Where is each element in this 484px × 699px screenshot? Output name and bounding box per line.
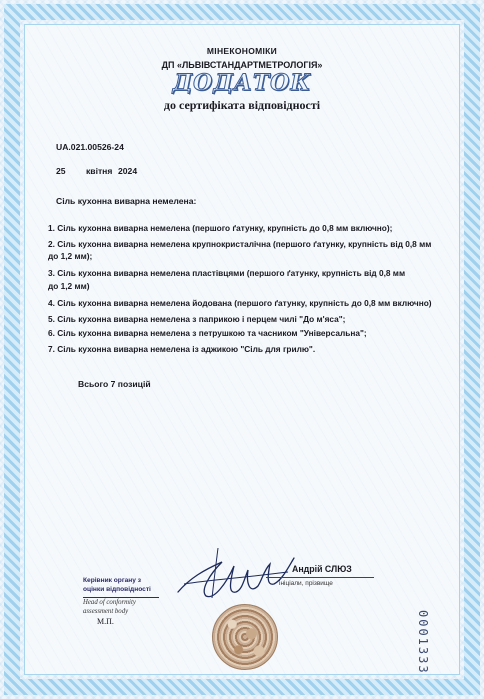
signature-image <box>170 540 300 608</box>
organization-name: ДП «ЛЬВІВСТАНДАРТМЕТРОЛОГІЯ» <box>161 60 323 70</box>
list-item: 4. Сіль кухонна виварна немелена йодована (першого ґатунку, крупність до 0,8 мм включно) <box>48 298 432 308</box>
product-heading: Сіль кухонна виварна немелена: <box>56 196 197 206</box>
document-title: ДОДАТОК <box>172 70 312 96</box>
role-line-en-2: assessment body <box>83 608 129 615</box>
hologram-seal <box>212 604 278 670</box>
date-year: 2024 <box>118 166 138 176</box>
role-divider <box>83 597 159 598</box>
list-item: 3. Сіль кухонна виварна немелена пластівцями (першого ґатунку, крупність від 0,8 мм <box>48 268 406 278</box>
total-positions: Всього 7 позицій <box>78 379 151 389</box>
list-item: 1. Сіль кухонна виварна немелена (першого ґатунку, крупність до 0,8 мм включно); <box>48 223 393 233</box>
list-item: до 1,2 мм); <box>48 251 93 261</box>
list-item: до 1,2 мм) <box>48 281 90 291</box>
signer-name: Андрій СЛЮЗ <box>292 564 352 574</box>
authority-block <box>83 572 163 630</box>
date-month: квітня <box>86 166 113 176</box>
document-subtitle: до сертифіката відповідності <box>163 98 321 112</box>
list-item: 5. Сіль кухонна виварна немелена з паприкою і перцем чилі "До м'яса"; <box>48 314 346 324</box>
date-day: 25 <box>56 166 66 176</box>
ministry-label: МІНЕКОНОМІКИ <box>206 46 278 56</box>
signature-line <box>266 577 374 578</box>
role-line-1: Керівник органу з <box>83 577 142 584</box>
serial-number: 0001333 <box>416 610 430 675</box>
list-item: 6. Сіль кухонна виварна немелена з петрушкою та часником "Універсальна"; <box>48 328 367 338</box>
list-item: 2. Сіль кухонна виварна немелена крупнокристалічна (першого ґатунку, крупність від 0,8 мм <box>48 239 432 249</box>
role-line-en-1: Head of conformity <box>83 599 136 606</box>
role-line-2: оцінки відповідності <box>83 586 151 593</box>
list-item: 7. Сіль кухонна виварна немелена із аджикою "Сіль для грилю". <box>48 344 316 354</box>
stamp-place-label: М.П. <box>97 617 114 626</box>
certificate-number: UA.021.00526-24 <box>56 142 124 152</box>
signature-caption: ініціали, прізвище <box>279 580 333 587</box>
